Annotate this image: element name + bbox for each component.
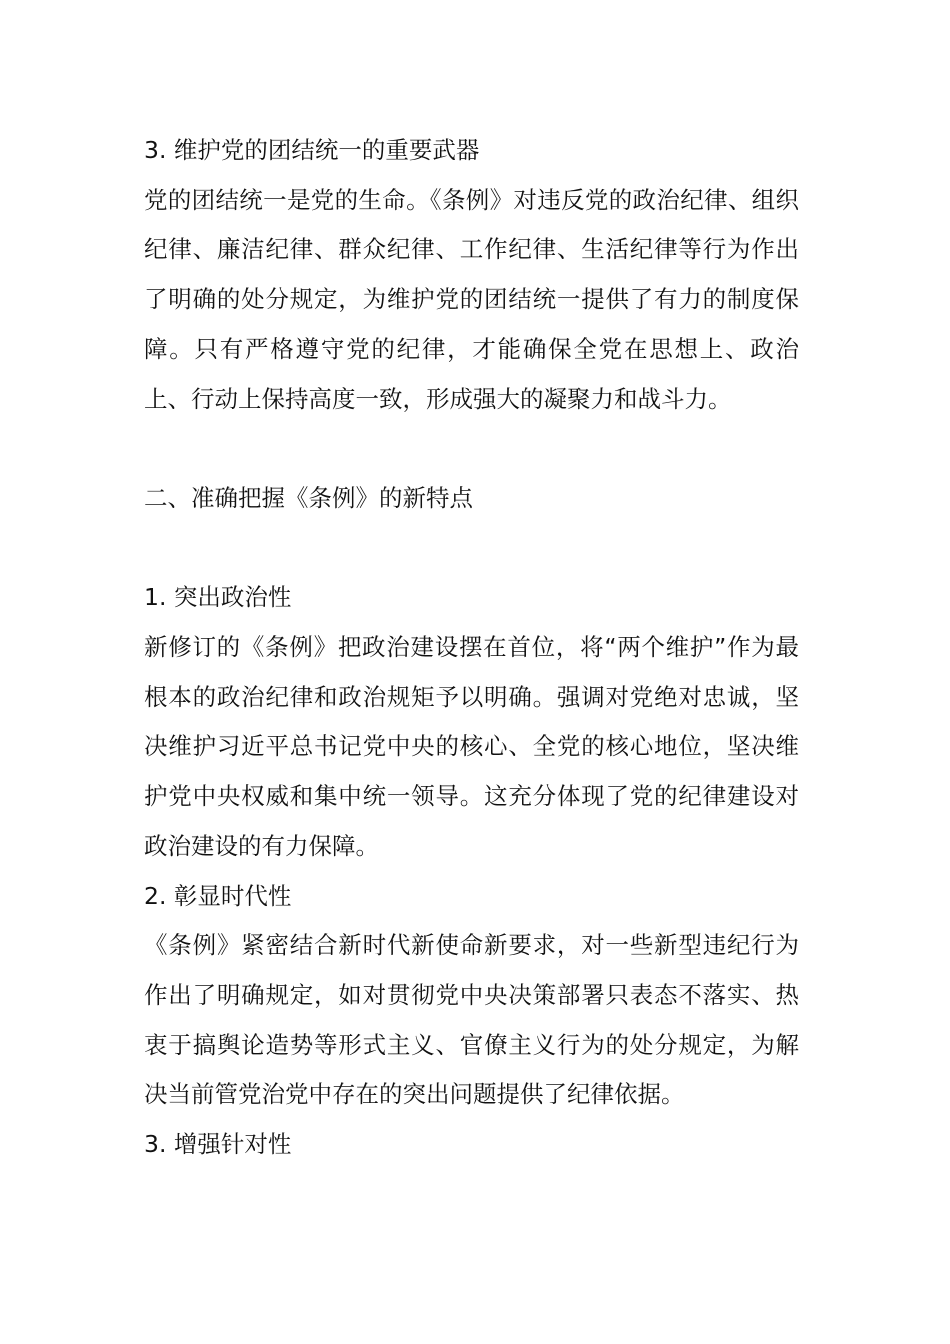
paragraph-political: 新修订的《条例》把政治建设摆在首位，将“两个维护”作为最根本的政治纪律和政治规矩予以明确。强调对党绝对忠诚，坚决维护习近平总书记党中央的核心、全党的核心地位，坚决维护党中央权威和集中统一领导。这充分体现了党的纪律建设对政治建设的有力保障。: [144, 633, 799, 860]
subheading-3-unity: 3. 维护党的团结统一的重要武器: [144, 136, 480, 164]
blank-line: [144, 424, 799, 474]
paragraph-unity: 党的团结统一是党的生命。《条例》对违反党的政治纪律、组织纪律、廉洁纪律、群众纪律、工作纪律、生活纪律等行为作出了明确的处分规定，为维护党的团结统一提供了有力的制度保障。只有严格遵守党的纪律，才能确保全党在思想上、政治上、行动上保持高度一致，形成强大的凝聚力和战斗力。: [144, 185, 799, 413]
section-heading-2: 二、准确把握《条例》的新特点: [144, 483, 473, 512]
subheading-3-targeted: 3. 增强针对性: [144, 1130, 292, 1159]
paragraph-era: 《条例》紧密结合新时代新使命新要求，对一些新型违纪行为作出了明确规定，如对贯彻党中央决策部署只表态不落实、热衷于搞舆论造势等形式主义、官僚主义行为的处分规定，为解决当前管党治党中存在的突出问题提供了纪律依据。: [144, 931, 799, 1109]
document-body: [144, 126, 799, 1170]
blank-line: [144, 524, 799, 574]
subheading-2-era: 2. 彰显时代性: [144, 881, 292, 910]
subheading-1-political: 1. 突出政治性: [144, 583, 292, 612]
